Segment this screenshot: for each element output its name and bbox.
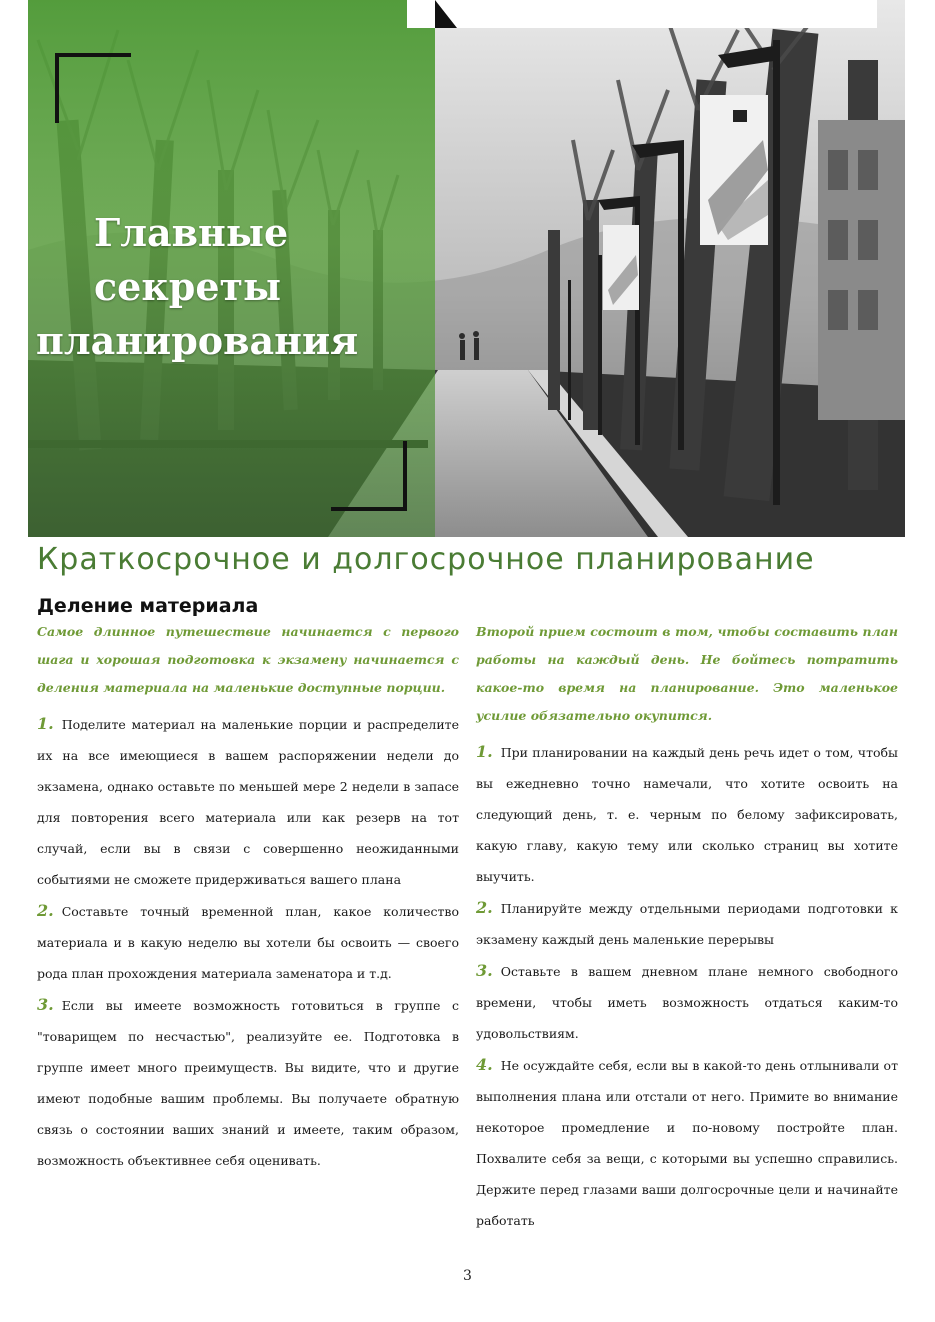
page-title	[36, 206, 426, 368]
item-text: Не осуждайте себя, если вы в какой-то день отлынивали от выполнения плана или отстали от него. Примите во внимание некоторое промедление и по-новому постройте план. Похвалите себя за вещи, с которыми вы успешно справились. Держите перед глазами ваши долгосрочные цели и начинайте работать	[476, 1058, 898, 1228]
title-line-2: секреты	[94, 264, 282, 309]
item-number: 4.	[476, 1055, 493, 1074]
subtitle: Краткосрочное и долгосрочное планирование	[37, 542, 815, 577]
list-item	[37, 895, 459, 989]
left-lead: Самое длинное путешествие начинается с первого шага и хорошая подготовка к экзамену начинается с деления материала на маленькие доступные порции.	[37, 624, 459, 695]
title-line-1: Главные	[94, 210, 289, 255]
list-item	[37, 989, 459, 1176]
item-number: 3.	[476, 961, 493, 980]
list-item	[476, 736, 898, 892]
left-column	[37, 618, 459, 1176]
item-number: 2.	[37, 901, 54, 920]
corner-bracket-top-left	[55, 53, 131, 123]
item-text: При планировании на каждый день речь идет о том, чтобы вы ежедневно точно намечали, что хотите освоить на следующий день, т. е. черным по белому зафиксировать, какую главу, какую тему или сколько страниц вы хотите выучить.	[476, 745, 898, 884]
item-number: 1.	[476, 742, 493, 761]
list-item	[37, 708, 459, 895]
list-item	[476, 955, 898, 1049]
right-lead: Второй прием состоит в том, чтобы составить план работы на каждый день. Не бойтесь потратить какое-то время на планирование. Это маленькое усилие обязательно окупится.	[476, 624, 898, 723]
list-item	[476, 1049, 898, 1236]
page-number: 3	[463, 1268, 472, 1284]
right-column	[476, 618, 898, 1236]
item-text: Составьте точный временной план, какое количество материала и в какую неделю вы хотели бы освоить — своего рода план прохождения материала заменатора и т.д.	[37, 904, 459, 981]
list-item	[476, 892, 898, 955]
title-line-3: планирования	[36, 318, 359, 363]
item-text: Если вы имеете возможность готовиться в группе с "товарищем по несчастью", реализуйте ее. Подготовка в группе имеет много преимуществ. Вы видите, что и другие имеют подобные вашим проблемы. Вы получаете обратную связь о состоянии ваших знаний и имеете, таким образом, возможность объективнее себя оценивать.	[37, 998, 459, 1168]
item-number: 1.	[37, 714, 54, 733]
item-text: Планируйте между отдельными периодами подготовки к экзамену каждый день маленькие перерывы	[476, 901, 898, 947]
hero-image	[28, 0, 905, 537]
item-text: Поделите материал на маленькие порции и распределите их на все имеющиеся в вашем распоряжении недели до экзамена, однако оставьте по меньшей мере 2 недели в запасе для повторения всего материала или как резерв на тот случай, если вы в связи с совершенно неожиданными событиями не сможете придерживаться вашего плана	[37, 717, 459, 887]
corner-bracket-bottom-right	[331, 441, 407, 511]
section-heading: Деление материала	[37, 595, 259, 617]
hero-top-margin	[407, 0, 877, 28]
black-corner-triangle	[435, 0, 457, 28]
item-number: 3.	[37, 995, 54, 1014]
item-number: 2.	[476, 898, 493, 917]
item-text: Оставьте в вашем дневном плане немного свободного времени, чтобы иметь возможность отдаться каким-то удовольствиям.	[476, 964, 898, 1041]
